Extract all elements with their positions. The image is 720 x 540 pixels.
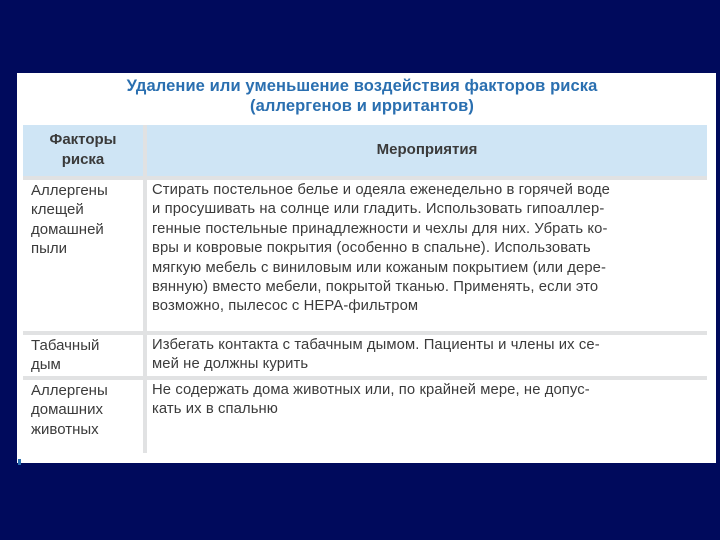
row-2-factor-line: Табачный xyxy=(31,337,100,354)
row-3-factor-line: домашних xyxy=(31,401,103,419)
header-factors-line-1: Факторы xyxy=(49,131,117,148)
header-factors-line-2: риска xyxy=(61,151,105,168)
header-cell-measures xyxy=(147,125,707,176)
row-1-measures-line: Стирать постельное белье и одеяла еженедельно в горячей воде xyxy=(152,182,611,198)
row-1-factor-line: клещей xyxy=(31,201,84,219)
slide-title xyxy=(17,76,707,116)
row-1-factor-line: домашней xyxy=(31,220,104,238)
row-3-factor-cell xyxy=(23,380,143,453)
row-1-factor-line: пыли xyxy=(31,240,68,258)
row-3-factor-line: животных xyxy=(31,420,99,438)
row-2-measures-line: Избегать контакта с табачным дымом. Пациенты и члены их се- xyxy=(152,337,600,353)
row-3-measures-line: Не содержать дома животных или, по крайней мере, не допус- xyxy=(152,382,590,398)
slide-page xyxy=(17,73,716,463)
title-line-2: (аллергенов и ирритантов) xyxy=(250,97,474,115)
header-cell-factors xyxy=(23,125,143,176)
row-2-measures-cell xyxy=(147,335,707,376)
header-measures: Мероприятия xyxy=(376,141,478,158)
row-2-measures-line: мей не должны курить xyxy=(152,356,309,373)
row-1-measures-line: и просушивать на солнце или гладить. Использовать гипоаллер- xyxy=(152,201,605,218)
row-2-factor-cell xyxy=(23,335,143,376)
page-edge-marker xyxy=(18,459,21,465)
row-1-factor-cell xyxy=(23,180,143,331)
row-1-measures-line: вры и ковровые покрытия (особенно в спальне). Использовать xyxy=(152,240,591,257)
row-1-measures-line: мягкую мебель с виниловым или кожаным покрытием (или дере- xyxy=(152,259,607,276)
row-1-factor-line: Аллергены xyxy=(31,182,108,199)
row-3-measures-cell xyxy=(147,380,707,453)
row-3-measures-line: кать их в спальню xyxy=(152,401,278,418)
row-1-measures-line: вянную) вместо мебели, покрытой тканью. Применять, если это xyxy=(152,279,599,296)
row-3-factor-line: Аллергены xyxy=(31,382,108,399)
risk-factors-table xyxy=(23,125,707,453)
row-1-measures-line: генные постельные принадлежности и чехлы для них. Убрать ко- xyxy=(152,220,608,237)
row-1-measures-line: возможно, пылесос с НЕРА-фильтром xyxy=(152,298,419,315)
row-2-factor-line: дым xyxy=(31,356,61,374)
title-line-1: Удаление или уменьшение воздействия факторов риска xyxy=(126,77,598,95)
row-1-measures-cell xyxy=(147,180,707,331)
